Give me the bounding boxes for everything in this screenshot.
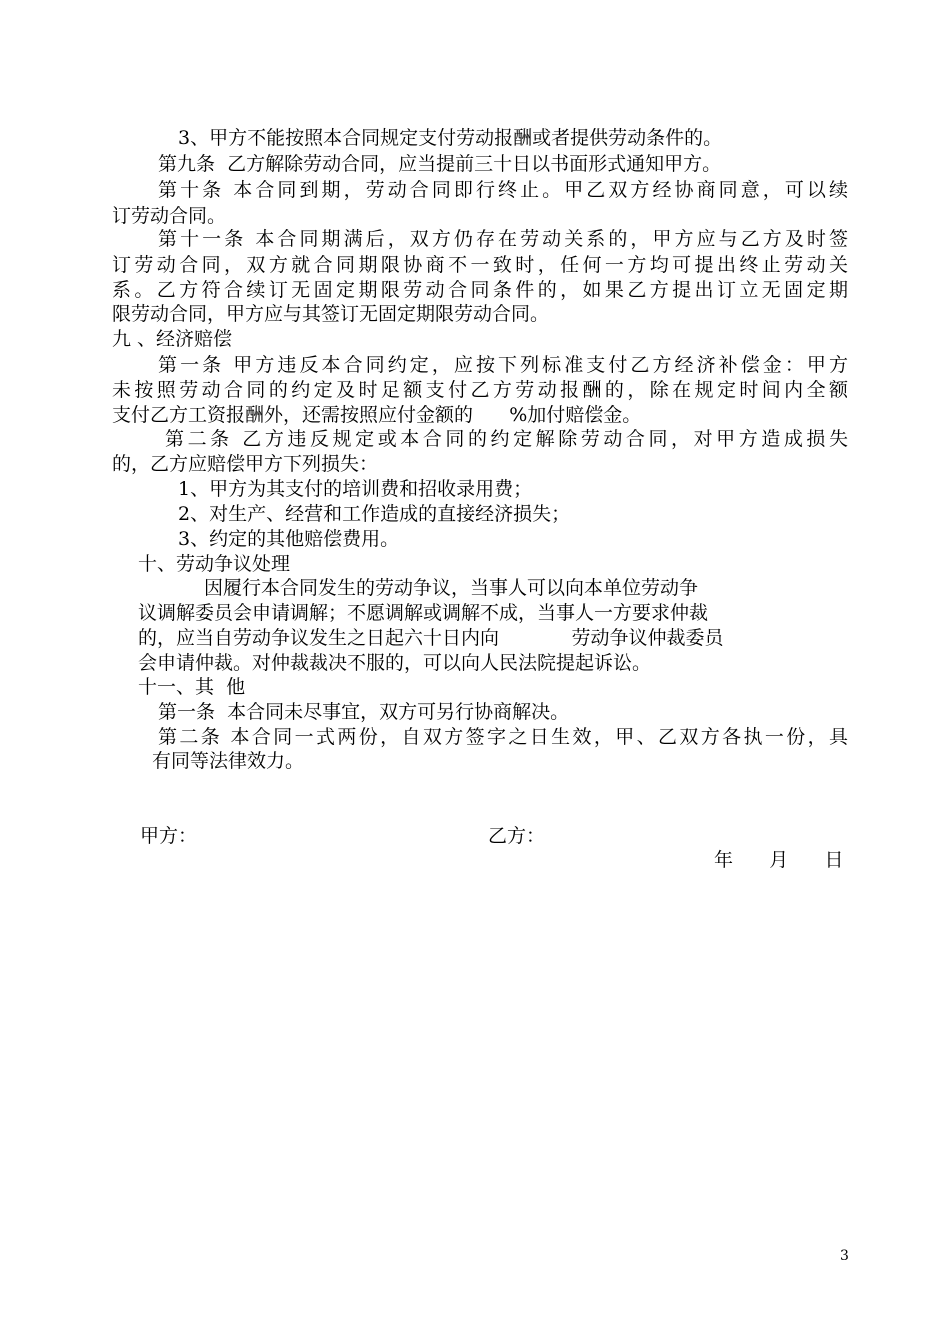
party-b-signature-label: 乙方： xyxy=(488,825,546,847)
article-10-line: 第十条 本合同到期，劳动合同即行终止。甲乙双方经协商同意，可以续 xyxy=(158,179,848,201)
loss-item: 1、甲方为其支付的培训费和招收录用费； xyxy=(178,478,533,500)
dispute-paragraph-line: 的，应当自劳动争议发生之日起六十日内向 劳动争议仲裁委员 xyxy=(138,627,724,649)
other-article-2-line-cont: 有同等法律效力。 xyxy=(152,750,305,772)
loss-item: 2、对生产、经营和工作造成的直接经济损失； xyxy=(178,503,571,525)
clause-text-line: 3、甲方不能按照本合同规定支付劳动报酬或者提供劳动条件的。 xyxy=(178,127,723,149)
section-9-heading: 九 、经济赔偿 xyxy=(112,328,233,350)
dispute-paragraph-line: 因履行本合同发生的劳动争议，当事人可以向本单位劳动争 xyxy=(204,577,699,599)
article-11-line-cont: 系。乙方符合续订无固定期限劳动合同条件的，如果乙方提出订立无固定期 xyxy=(112,279,848,301)
party-a-signature-label: 甲方： xyxy=(140,825,198,847)
section-11-heading: 十一、其 他 xyxy=(138,676,246,698)
compensation-article-2-line-cont: 的，乙方应赔偿甲方下列损失： xyxy=(112,453,379,475)
loss-item: 3、约定的其他赔偿费用。 xyxy=(178,528,400,550)
dispute-paragraph-line: 会申请仲裁。对仲裁裁决不服的，可以向人民法院提起诉讼。 xyxy=(138,652,652,674)
article-11-line-cont: 订劳动合同，双方就合同期限协商不一致时，任何一方均可提出终止劳动关 xyxy=(112,254,848,276)
other-article-2-line: 第二条 本合同一式两份，自双方签字之日生效，甲、乙双方各执一份，具 xyxy=(158,726,848,748)
dispute-paragraph-line: 议调解委员会申请调解；不愿调解或调解不成，当事人一方要求仲裁 xyxy=(138,602,709,624)
article-10-line-cont: 订劳动合同。 xyxy=(112,205,227,227)
section-10-heading: 十、劳动争议处理 xyxy=(138,553,291,575)
article-11-line-cont: 限劳动合同，甲方应与其签订无固定期限劳动合同。 xyxy=(112,303,550,325)
compensation-article-2-line: 第二条 乙方违反规定或本合同的约定解除劳动合同，对甲方造成损失 xyxy=(165,428,848,450)
page-number: 3 xyxy=(840,1248,849,1264)
article-11-line: 第十一条 本合同期满后，双方仍存在劳动关系的，甲方应与乙方及时签 xyxy=(158,228,848,250)
other-article-1-line: 第一条 本合同未尽事宜，双方可另行协商解决。 xyxy=(158,701,570,723)
compensation-article-1-line-cont: 支付乙方工资报酬外，还需按照应付金额的 %加付赔偿金。 xyxy=(112,404,642,426)
article-9-line: 第九条 乙方解除劳动合同，应当提前三十日以书面形式通知甲方。 xyxy=(158,153,722,175)
signature-date: 年 月 日 xyxy=(714,849,844,871)
compensation-article-1-line: 第一条 甲方违反本合同约定，应按下列标准支付乙方经济补偿金：甲方 xyxy=(158,354,848,376)
compensation-article-1-line-cont: 未按照劳动合同的约定及时足额支付乙方劳动报酬的，除在规定时间内全额 xyxy=(112,379,848,401)
